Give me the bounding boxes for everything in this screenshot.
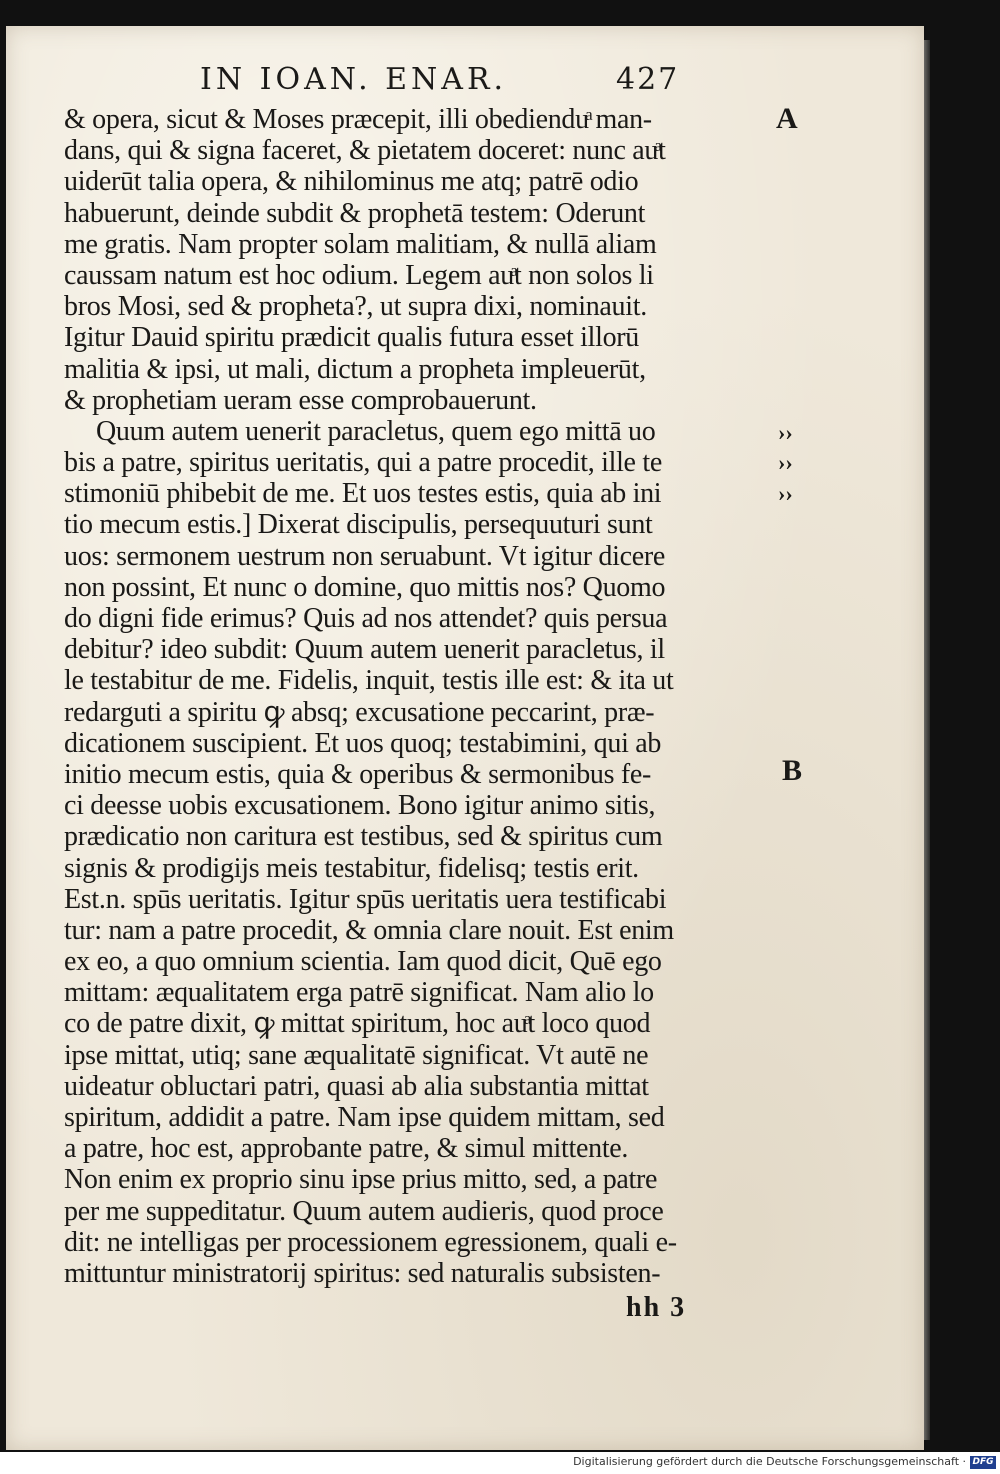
text-line: uiderūt talia opera, & nihilominus me atq; patrē odio: [64, 166, 639, 198]
running-head: IN IOAN. ENAR.: [200, 62, 508, 97]
text-line: signis & prodigijs meis testabitur, fidelisq; testis erit.: [64, 852, 639, 884]
page-edge: [924, 40, 930, 1440]
text-line: uideatur obluctari patri, quasi ab alia substantia mittat: [64, 1070, 649, 1102]
text-line: uos: sermonem uestrum non seruabunt. Vt igitur dicere: [64, 540, 666, 572]
text-line: habuerunt, deinde subdit & prophetā testem: Oderunt: [64, 197, 646, 229]
text-line: ex eo, a quo omnium scientia. Iam quod dicit, Quē ego: [64, 946, 662, 978]
text-line: Non enim ex proprio sinu ipse prius mitto, sed, a patre: [64, 1164, 658, 1196]
body-text: [64, 104, 764, 1289]
text-line: Est.n. spūs ueritatis. Igitur spūs ueritatis uera testificabi: [64, 883, 667, 915]
text-line: do digni fide erimus? Quis ad nos attendet? quis persua: [64, 603, 668, 634]
text-line: le testabitur de me. Fidelis, inquit, testis ille est: & ita ut: [64, 665, 674, 697]
catchword-signature: hh 3: [626, 1292, 687, 1323]
text-line: Quum autem uenerit paracletus, quem ego mittā uo: [96, 415, 656, 447]
text-line: stimoniū phibebit de me. Et uos testes estis, quia ab ini: [64, 478, 662, 510]
text-line: & prophetiam ueram esse comprobauerunt.: [64, 384, 537, 416]
text-line: per me suppeditatur. Quum autem audieris, quod proce: [64, 1195, 664, 1227]
text-line: dit: ne intelligas per processionem egressionem, quali e-: [64, 1226, 677, 1258]
text-line: spiritum, addidit a patre. Nam ipse quidem mittam, sed: [64, 1102, 665, 1133]
text-line: mittuntur ministratorij spiritus: sed naturalis subsisten-: [64, 1257, 661, 1289]
text-line: dans, qui & signa faceret, & pietatem doceret: nunc auͣt: [64, 135, 666, 167]
margin-quote-mark: ››: [778, 420, 793, 445]
margin-quote-mark: ››: [778, 450, 793, 475]
footer-credit: Digitalisierung gefördert durch die Deutsche Forschungsgemeinschaft ·: [573, 1455, 966, 1468]
text-line: prædicatio non caritura est testibus, sed & spiritus cum: [64, 821, 663, 853]
text-line: ipse mittat, utiq; sane æqualitatē significat. Vt autē ne: [64, 1039, 649, 1071]
text-line: dicationem suscipient. Et uos quoq; testabimini, qui ab: [64, 727, 662, 759]
text-line: redarguti a spiritu ꝙ absq; excusatione peccarint, præ-: [64, 696, 655, 728]
dfg-logo-icon: DFG: [970, 1456, 996, 1469]
page-number: 427: [616, 62, 680, 97]
margin-letter-b: B: [782, 754, 803, 787]
text-line: initio mecum estis, quia & operibus & sermonibus fe-: [64, 758, 652, 790]
text-line: malitia & ipsi, ut mali, dictum a propheta impleuerūt,: [64, 353, 646, 385]
text-line: tio mecum estis.] Dixerat discipulis, persequuturi sunt: [64, 509, 653, 541]
text-line: non possint, Et nunc o domine, quo mittis nos? Quomo: [64, 571, 666, 603]
text-line: tur: nam a patre procedit, & omnia clare nouit. Est enim: [64, 914, 674, 946]
text-line: co de patre dixit, ꝙ mittat spiritum, hoc auͣt loco quod: [64, 1008, 651, 1040]
text-line: ci deesse uobis excusationem. Bono igitur animo sitis,: [64, 790, 656, 822]
margin-quote-mark: ››: [778, 481, 793, 506]
text-line: me gratis. Nam propter solam malitiam, & nullā aliam: [64, 228, 657, 260]
text-line: & opera, sicut & Moses præcepit, illi obedienduͣ man-: [64, 104, 652, 135]
margin-letter-a: A: [776, 102, 798, 135]
text-line: debitur? ideo subdit: Quum autem uenerit paracletus, il: [64, 634, 665, 666]
text-line: a patre, hoc est, approbante patre, & simul mittente.: [64, 1133, 629, 1165]
footer-bar: [0, 1452, 1000, 1474]
text-line: bis a patre, spiritus ueritatis, qui a patre procedit, ille te: [64, 447, 662, 479]
text-line: Igitur Dauid spiritu prædicit qualis futura esset illorū: [64, 322, 639, 354]
text-line: mittam: æqualitatem erga patrē significat. Nam alio lo: [64, 977, 654, 1009]
text-line: bros Mosi, sed & propheta?, ut supra dixi, nominauit.: [64, 291, 647, 323]
text-line: caussam natum est hoc odium. Legem auͣt non solos li: [64, 259, 654, 291]
